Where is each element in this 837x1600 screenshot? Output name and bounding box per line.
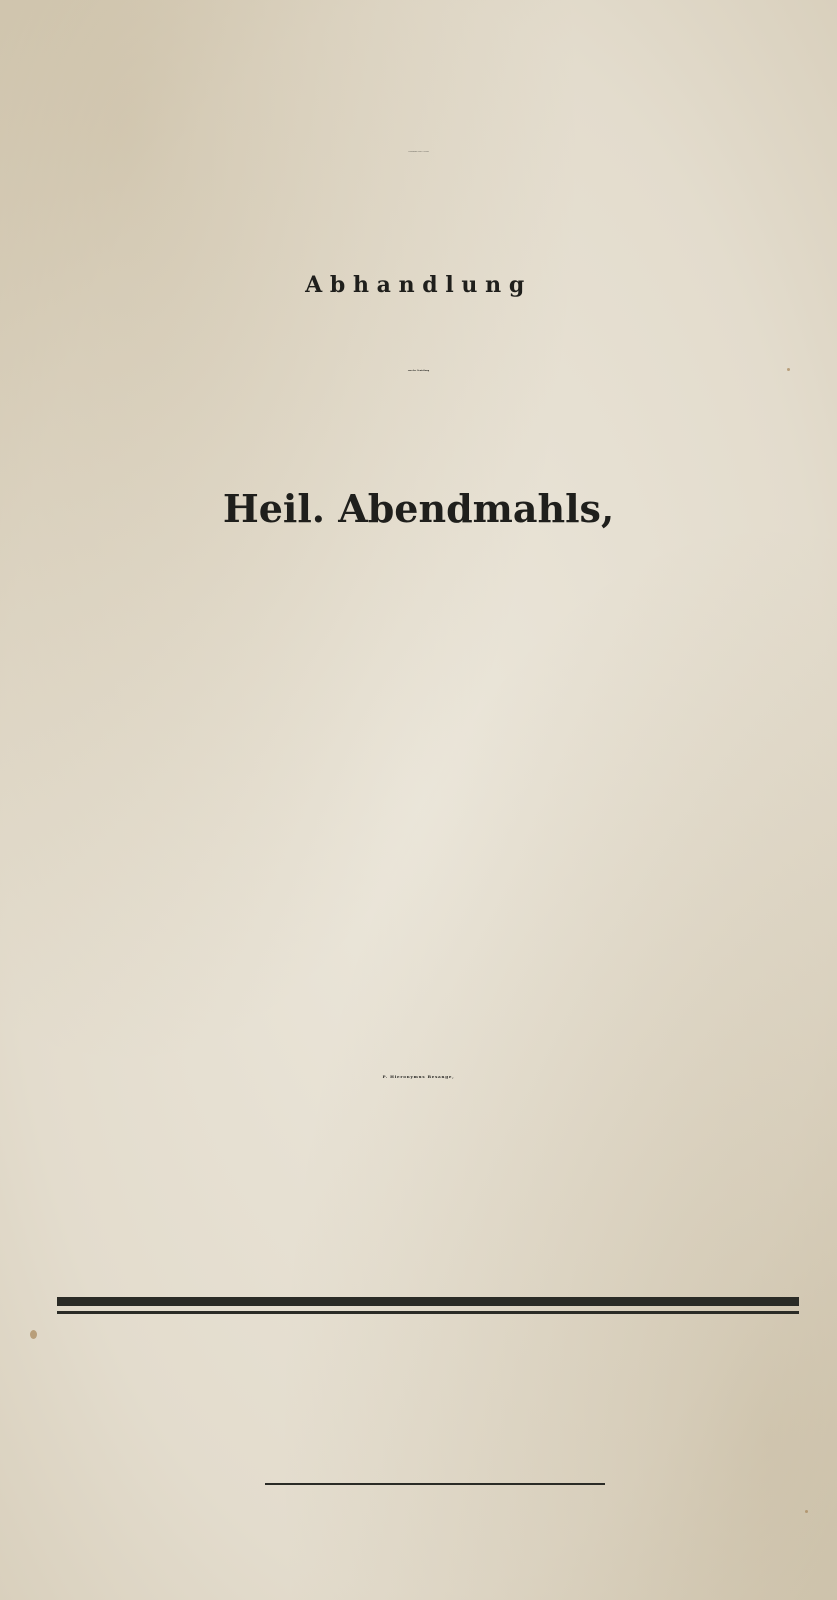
title-line-4: Heil. Abendmahls, (222, 486, 615, 531)
paper-stain (787, 368, 790, 371)
paper-stain (30, 1330, 37, 1339)
printer-underline (265, 1483, 605, 1485)
main-title: Abhandlung (305, 272, 532, 298)
paper-stain (805, 1510, 808, 1513)
double-rule-thick (57, 1297, 799, 1306)
title-line-2: von der Genießung (407, 370, 430, 372)
translator-name: P. Hieronymus Besange, (382, 1074, 455, 1079)
author-name: Hochwürdigsten Herrn J. B. Bossuet (408, 152, 429, 153)
double-rule-thin (57, 1311, 799, 1314)
